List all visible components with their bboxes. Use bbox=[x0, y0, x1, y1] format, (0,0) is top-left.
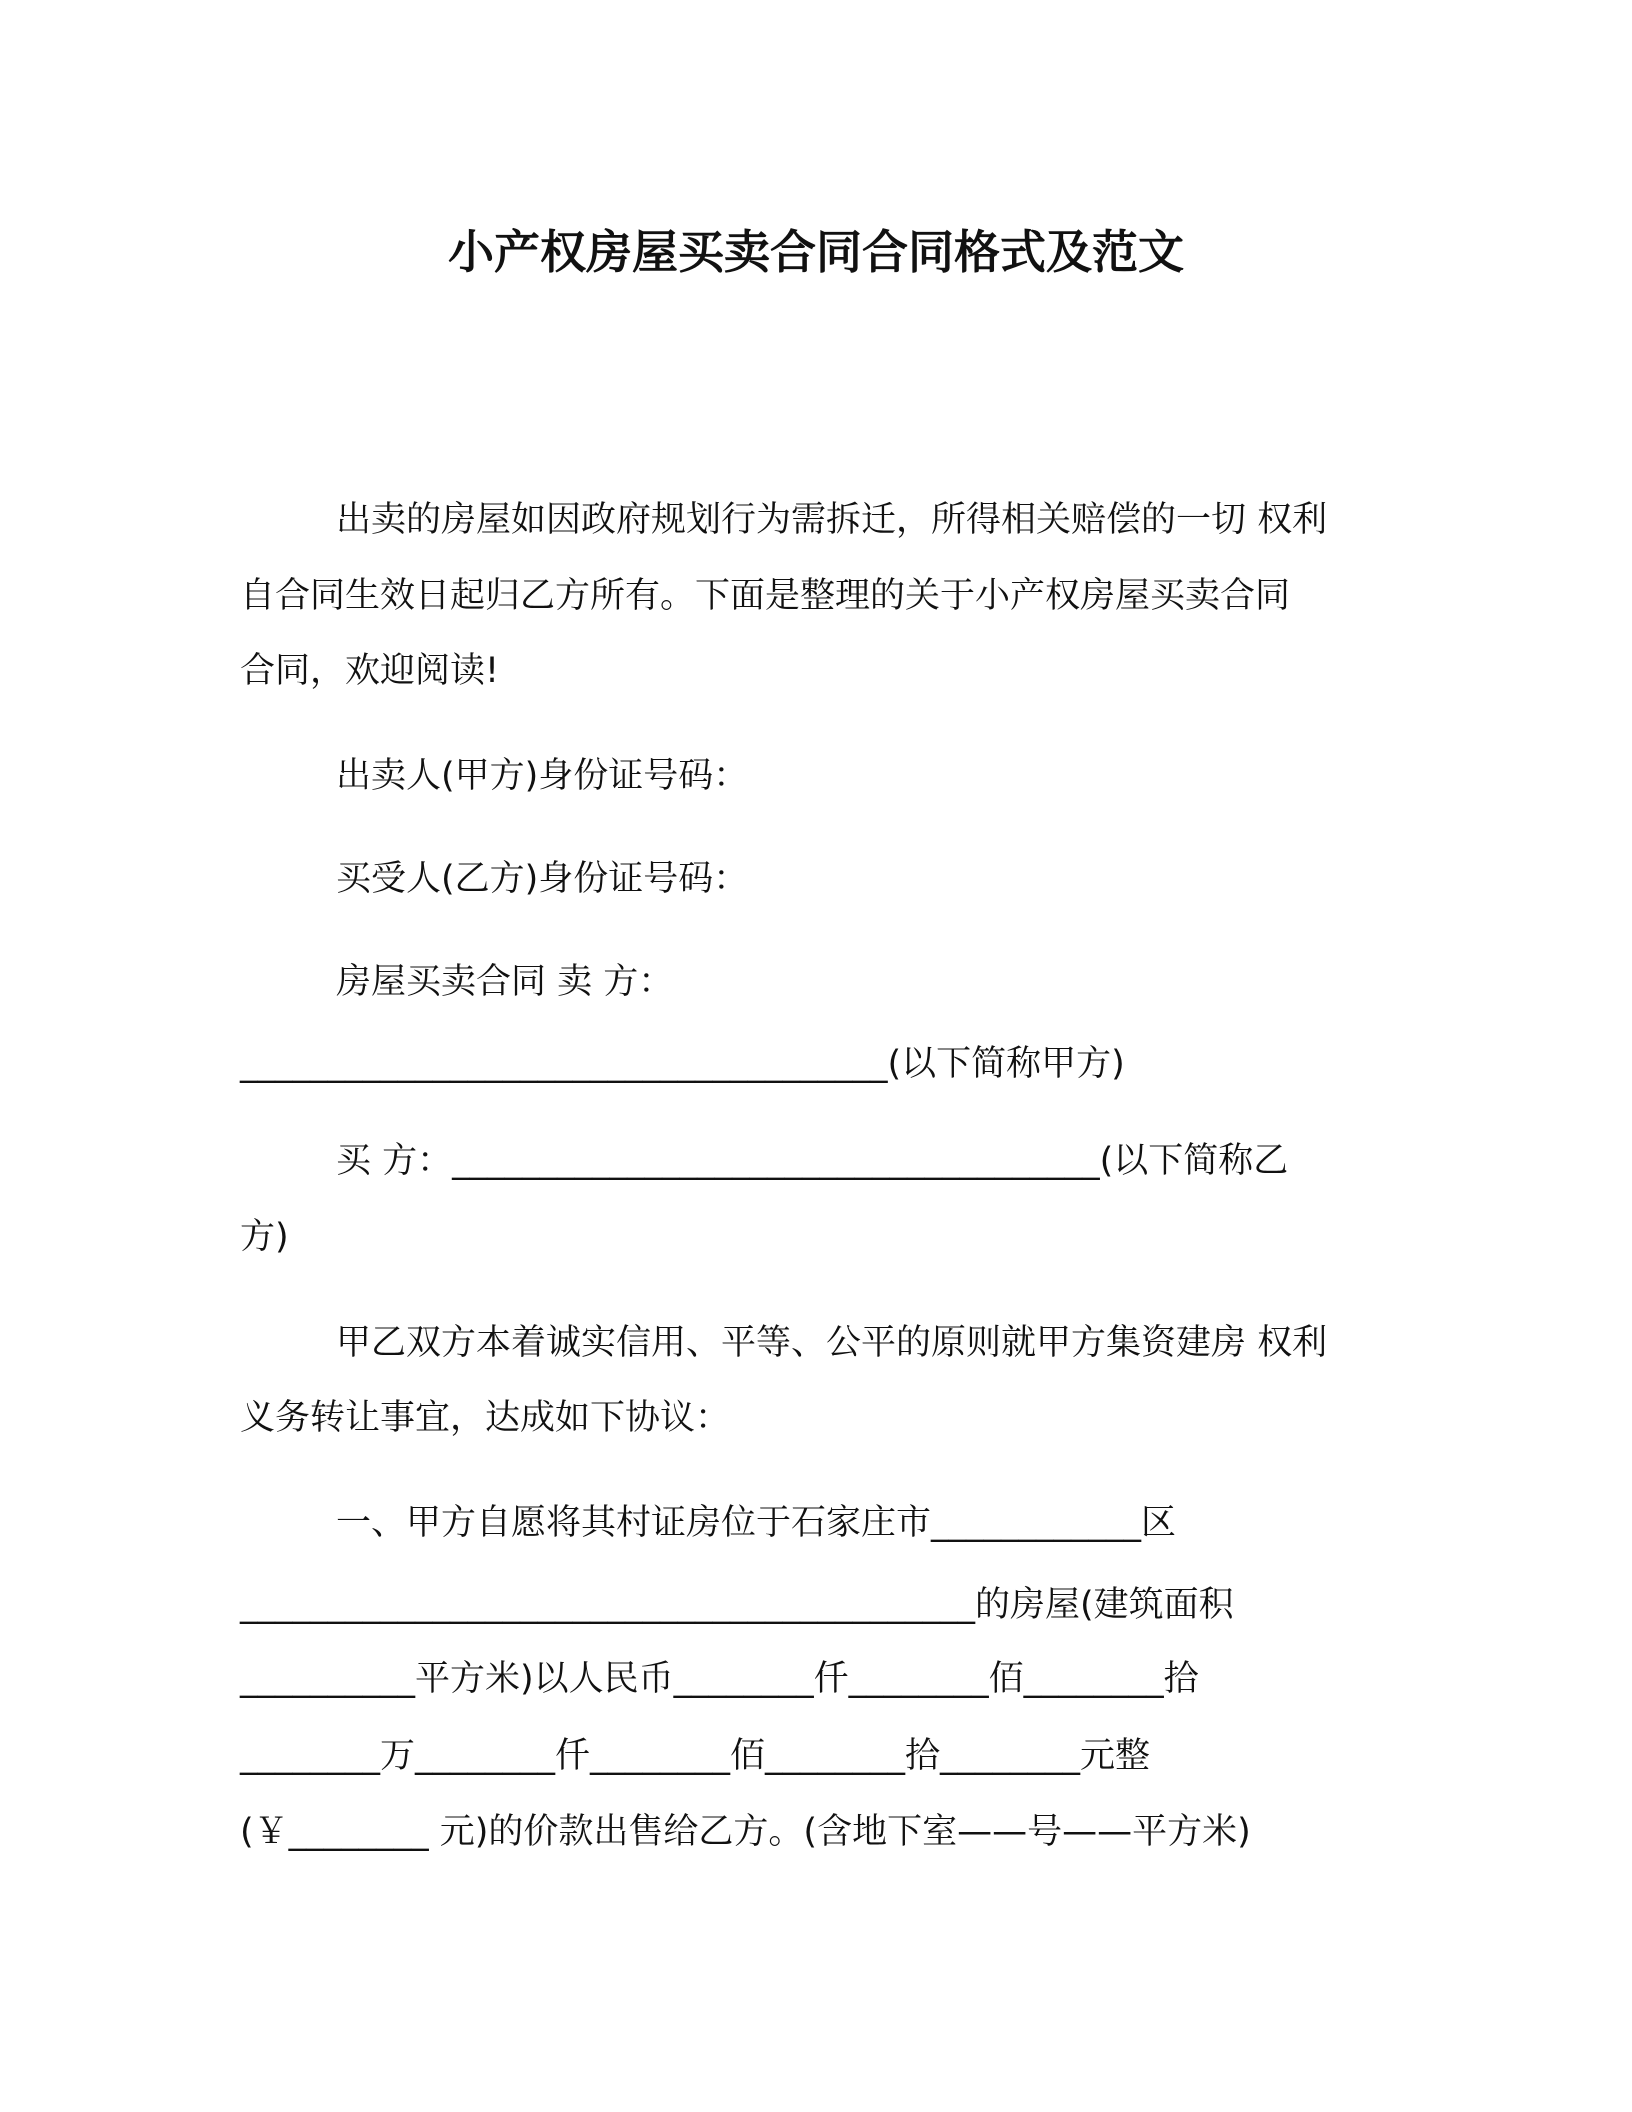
buyer-blank-line-cont: 方) bbox=[240, 1217, 289, 1257]
paragraph-intro-line-2: 自合同生效日起归乙方所有。下面是整理的关于小产权房屋买卖合同 bbox=[240, 576, 1291, 616]
clause-1-line-1: 一、甲方自愿将其村证房位于石家庄市____________区 bbox=[336, 1503, 1177, 1543]
contract-seller-label: 房屋买卖合同 卖 方： bbox=[336, 962, 674, 1002]
paragraph-intro-line-3: 合同，欢迎阅读! bbox=[240, 651, 500, 691]
document-title: 小产权房屋买卖合同合同格式及范文 bbox=[448, 225, 1184, 279]
clause-1-line-3: __________平方米)以人民币________仟________佰________拾 bbox=[240, 1659, 1199, 1699]
clause-1-line-4: ________万________仟________佰________拾________元整 bbox=[240, 1736, 1151, 1776]
clause-1-line-2: __________________________________________的房屋(建筑面积 bbox=[240, 1585, 1234, 1625]
seller-id-line: 出卖人(甲方)身份证号码： bbox=[336, 756, 749, 796]
agreement-intro-line-1: 甲乙双方本着诚实信用、平等、公平的原则就甲方集资建房 权利 bbox=[336, 1323, 1328, 1363]
buyer-blank-line: 买 方：_____________________________________(以下简称乙 bbox=[336, 1141, 1289, 1181]
paragraph-intro-line-1: 出卖的房屋如因政府规划行为需拆迁，所得相关赔偿的一切 权利 bbox=[336, 500, 1328, 540]
agreement-intro-line-2: 义务转让事宜，达成如下协议： bbox=[240, 1398, 731, 1438]
buyer-id-line: 买受人(乙方)身份证号码： bbox=[336, 859, 749, 899]
seller-blank-line: _____________________________________(以下简称甲方) bbox=[240, 1044, 1125, 1084]
clause-1-line-5: (￥________ 元)的价款出售给乙方。(含地下室——号——平方米) bbox=[240, 1812, 1251, 1852]
